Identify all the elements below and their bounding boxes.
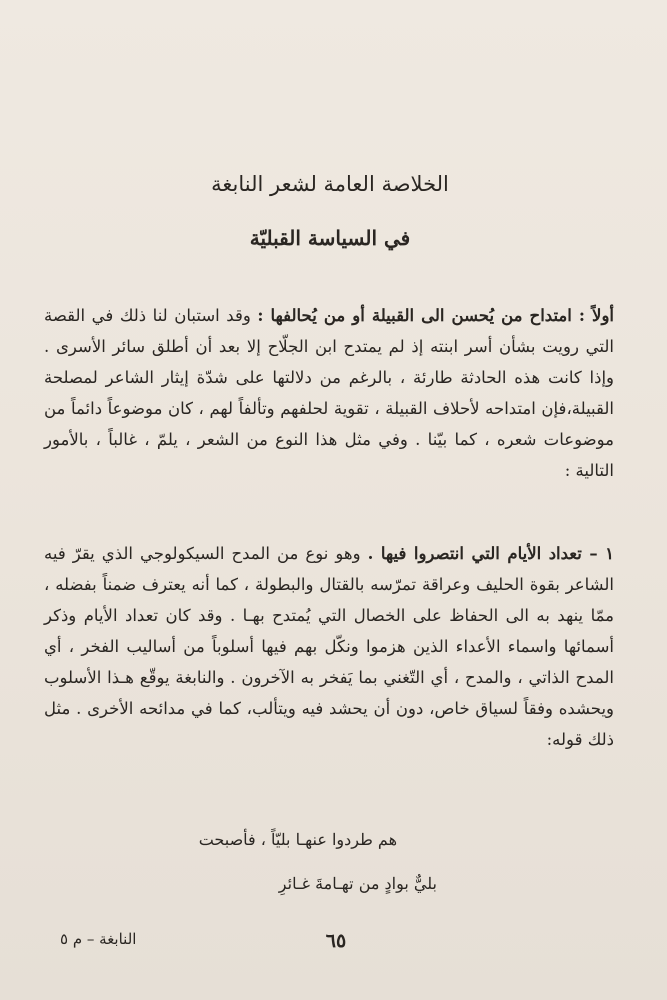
page-number: ٦٥ [325,930,347,952]
chapter-title: الخلاصة العامة لشعر النابغة [211,172,449,196]
chapter-subtitle: في السياسة القبليّة [249,226,411,250]
folio-signature: النابغة – م ٥ [60,930,137,948]
point-one-paragraph [44,538,614,755]
verse-line-two: بليٌّ بوادٍ من تهـامةَ غـائرِ [278,874,437,893]
verse-line-one: هم طردوا عنهـا بليّاً ، فأصبحت [198,830,397,849]
section-one-paragraph [44,300,614,486]
section-one-heading: أولاً : امتداح من يُحسن الى القبيلة أو من يُحالفها : [257,306,614,325]
point-one-text: وهو نوع من المدح السيكولوجي الذي يقرّ فيه الشاعر بقوة الحليف وعراقة تمرّسه بالقتال والبطولة ، كما أنه يعترف ضمناً بفضله ، ممّا ينهد به الى الحفاظ على الخصال التي يُمتدح بهـا . وقد كان تعداد الأيام وذكر أسمائها واسماء الأعداء الذين هزموا ونكّل بهم فيها أسلوباً من أساليب الفخر ، أي المدح الذاتي ، والمدح ، أي التّغني بما يَفخر به الآخرون . والنابغة يوقّع هـذا الأسلوب ويحشده وفقاً لسياق خاص، دون أن يحشد فيه ويتألب، كما في مدائحه الأخرى . مثل ذلك قوله: [44,544,614,749]
point-one-heading: ١ – تعداد الأيام التي انتصروا فيها . [367,544,615,563]
section-one-text: وقد استبان لنا ذلك في القصة التي رويت بشأن أسر ابنته إذ لم يمتدح ابن الجلّاح إلا بعد أن أطلق سائر الأسرى . وإذا كانت هذه الحادثة طارئة ، بالرغم من دلالتها على شدّة إيثار الشاعر لمصلحة القبيلة،فإن امتداحه لأحلاف القبيلة ، تقوية لحلفهم وتألفاً لهم ، كان موضوعاً دائماً من موضوعات شعره ، كما بيّنا . وفي مثل هذا النوع من الشعر ، يلمّ ، غالباً ، بالأمور التالية : [44,306,614,480]
